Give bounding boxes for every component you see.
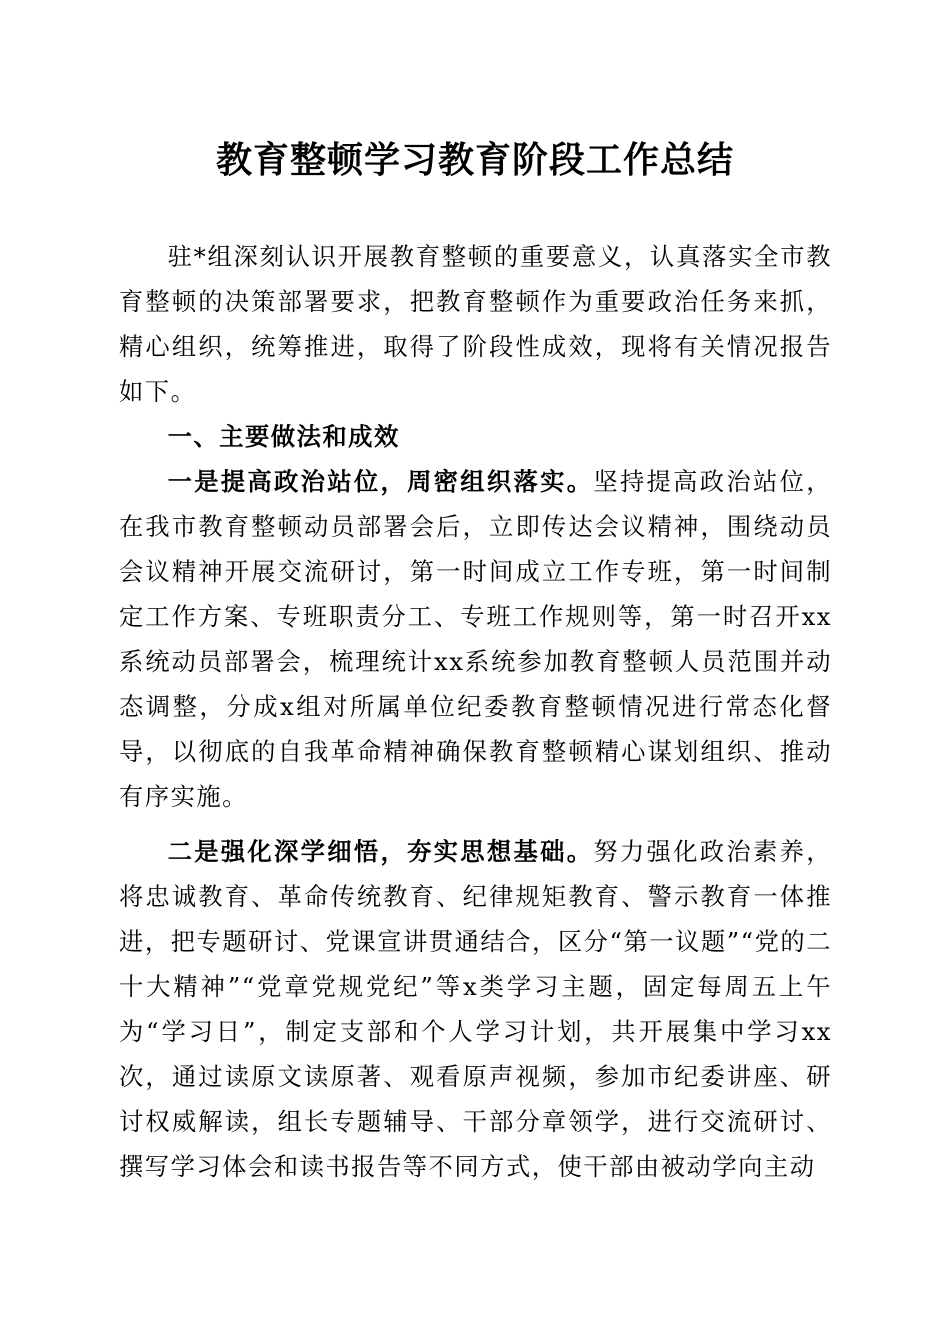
- paragraph-item-2: [119, 829, 832, 1189]
- paragraph-item-1: [119, 459, 832, 819]
- document-body: [119, 234, 832, 1189]
- paragraph-lead: 二是强化深学细悟，夯实思想基础。: [167, 837, 594, 866]
- paragraph-text: 坚持提高政治站位，在我市教育整顿动员部署会后，立即传达会议精神，围绕动员会议精神开展交流研讨，第一时间成立工作专班，第一时间制定工作方案、专班职责分工、专班工作规则等，第一时召开xx系统动员部署会，梳理统计xx系统参加教育整顿人员范围并动态调整，分成x组对所属单位纪委教育整顿情况进行常态化督导，以彻底的自我革命精神确保教育整顿精心谋划组织、推动有序实施。: [119, 467, 833, 811]
- section-heading: 一、主要做法和成效: [167, 422, 400, 451]
- intro-paragraph: 驻*组深刻认识开展教育整顿的重要意义，认真落实全市教育整顿的决策部署要求，把教育整顿作为重要政治任务来抓，精心组织，统筹推进，取得了阶段性成效，现将有关情况报告如下。: [119, 242, 832, 406]
- paragraph-lead: 一是提高政治站位，周密组织落实。: [167, 467, 594, 496]
- document-title: 教育整顿学习教育阶段工作总结: [215, 139, 734, 181]
- paragraph-text: 努力强化政治素养，将忠诚教育、革命传统教育、纪律规矩教育、警示教育一体推进，把专题研讨、党课宣讲贯通结合，区分“第一议题”“党的二十大精神”“党章党规党纪”等x类学习主题，固定每周五上午为“学习日”，制定支部和个人学习计划，共开展集中学习xx次，通过读原文读原著、观看原声视频，参加市纪委讲座、研讨权威解读，组长专题辅导、干部分章领学，进行交流研讨、撰写学习体会和读书报告等不同方式，使干部由被动学向主动: [119, 837, 833, 1181]
